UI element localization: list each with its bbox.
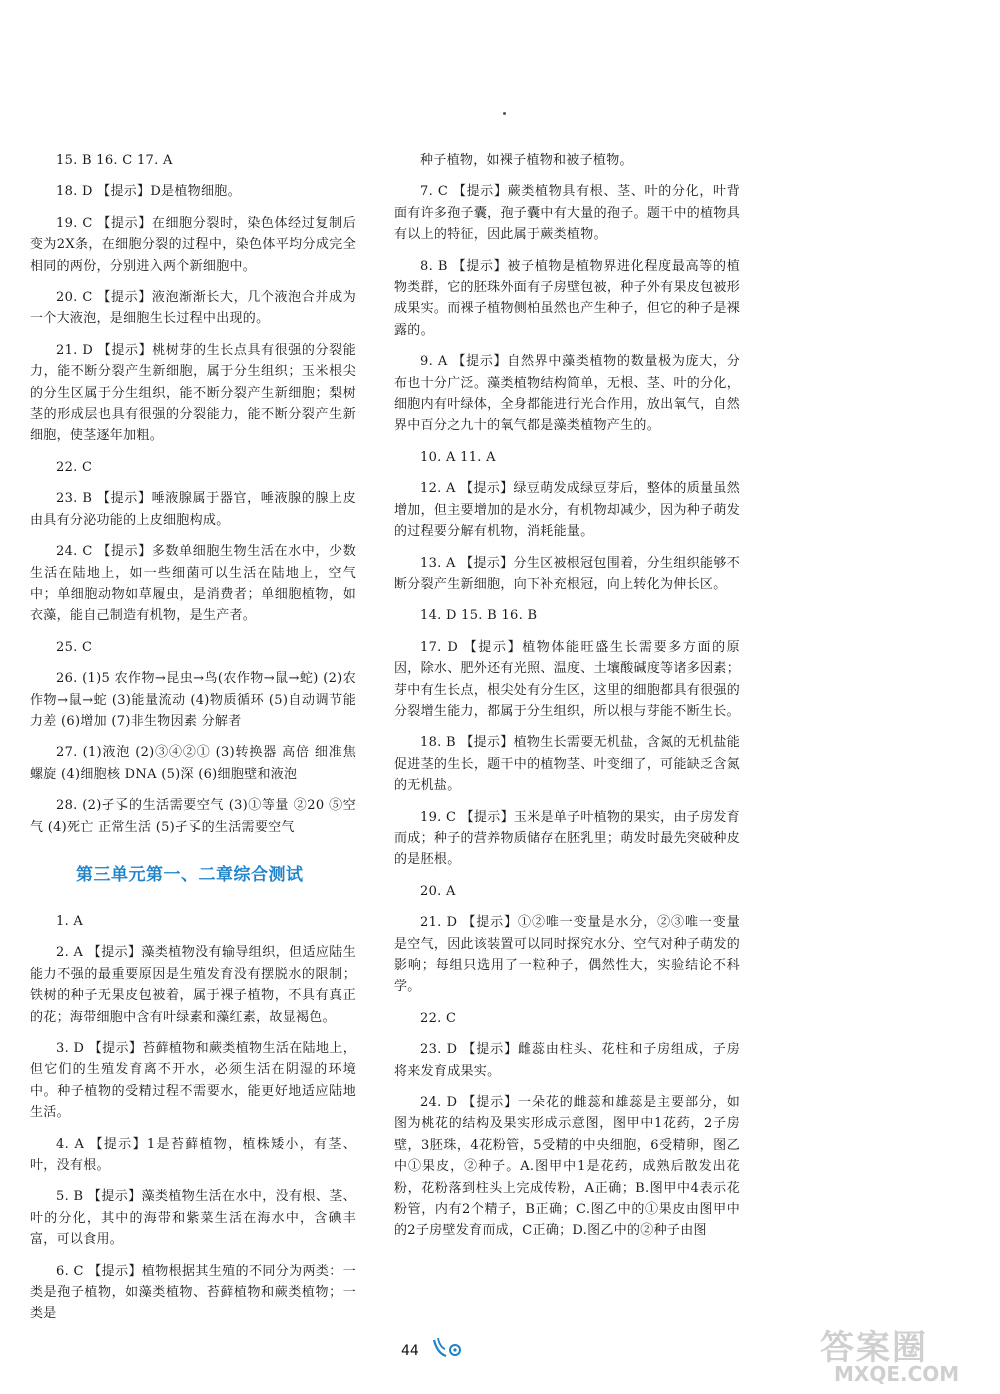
answer-item: 21. D 【提示】①②唯一变量是水分，②③唯一变量是空气，因此该装置可以同时探究水分、空气对种子萌发的影响；每组只选用了一粒种子，偶然性大，实验结论不科学。 — [394, 915, 740, 995]
answer-item: 13. A 【提示】分生区被根冠包围着，分生组织能够不断分裂产生新细胞，向下补充根冠，向上转化为伸长区。 — [394, 555, 740, 592]
section-title: 第三单元第一、二章综合测试 — [76, 864, 304, 885]
answer-item: 1. A — [56, 913, 84, 929]
answer-item: 8. B 【提示】被子植物是植物界进化程度最高等的植物类群，它的胚珠外面有子房壁包被，种子外有果皮包被形成果实。而裸子植物侧柏虽然也产生种子，但它的种子是裸露的。 — [394, 258, 740, 338]
answer-item: 19. C 【提示】玉米是单子叶植物的果实，由子房发育而成；种子的营养物质储存在胚乳里；萌发时最先突破种皮的是胚根。 — [394, 809, 740, 868]
answer-item: 4. A 【提示】1是苔藓植物，植株矮小，有茎、叶，没有根。 — [30, 1136, 356, 1174]
answer-item: 27. (1)液泡 (2)③④②① (3)转换器 高倍 细准焦螺旋 (4)细胞核 DNA (5)深 (6)细胞壁和液泡 — [30, 745, 356, 782]
answer-item: 18. B 【提示】植物生长需要无机盐，含氮的无机盐能促进茎的生长，题干中的植物茎、叶变细了，可能缺乏含氮的无机盐。 — [394, 735, 740, 794]
watermark — [820, 1320, 990, 1390]
answer-item: 2. A 【提示】藻类植物没有输导组织，但适应陆生能力不强的最重要原因是生殖发育没有摆脱水的限制；铁树的种子无果皮包被着，属于裸子植物，不具有真正的花；海带细胞中含有叶绿素和藻红素，故显褐色。 — [30, 945, 356, 1025]
answer-item: 24. D 【提示】一朵花的雌蕊和雄蕊是主要部分，如图为桃花的结构及果实形成示意图，图甲中1花药，2子房壁，3胚珠，4花粉管，5受精的中央细胞，6受精卵，图乙中①果皮，②种子。A.图甲中1是花药，成熟后散发出花粉，花粉落到柱头上完成传粉，A正确；B.图甲中4表示花粉管，内有2个精子，B正确；C.图乙中的①果皮由图甲中的2子房壁发育而成，C正确；D.图乙中的②种子由图 — [394, 1095, 740, 1239]
answer-item: 3. D 【提示】苔藓植物和蕨类植物生活在陆地上，但它们的生殖发育离不开水，必须生活在阴湿的环境中。种子植物的受精过程不需要水，能更好地适应陆地生活。 — [30, 1041, 356, 1121]
answer-item: 14. D 15. B 16. B — [420, 608, 538, 624]
right-column — [394, 150, 740, 1252]
answer-item: 5. B 【提示】藻类植物生活在水中，没有根、茎、叶的分化，其中的海带和紫菜生活在海水中，含碘丰富，可以食用。 — [30, 1189, 356, 1248]
answer-item: 21. D 【提示】桃树芽的生长点具有很强的分裂能力，能不断分裂产生新细胞，属于分生组织；玉米根尖的分生区属于分生组织，能不断分裂产生新细胞；梨树茎的形成层也具有很强的分裂能力，能不断分裂产生新细胞，使茎逐年加粗。 — [30, 342, 356, 444]
swirl-logo-icon — [430, 1334, 464, 1360]
answer-item: 23. D 【提示】雌蕊由柱头、花柱和子房组成，子房将来发育成果实。 — [394, 1042, 740, 1079]
answer-item: 20. A — [420, 883, 456, 899]
watermark-text: 答案圈 — [820, 1328, 928, 1368]
left-column — [30, 150, 452, 1335]
answer-item: 17. D 【提示】植物体能旺盛生长需要多方面的原因，除水、肥外还有光照、温度、土壤酸碱度等诸多因素；芽中有生长点，根尖处有分生区，这里的细胞都具有很强的分裂增生能力，都属于分生组织，所以根与芽能不断生长。 — [394, 639, 740, 719]
answer-item: 15. B 16. C 17. A — [56, 153, 173, 168]
watermark-url: MXQE.COM — [834, 1362, 960, 1386]
page-number: 44 — [401, 1343, 419, 1359]
answer-item: 25. C — [56, 639, 93, 655]
answer-item: 12. A 【提示】绿豆萌发成绿豆芽后，整体的质量虽然增加，但主要增加的是水分，有机物却减少，因为种子萌发的过程要分解有机物，消耗能量。 — [394, 481, 740, 540]
answer-item: 23. B 【提示】唾液腺属于器官，唾液腺的腺上皮由具有分泌功能的上皮细胞构成。 — [30, 491, 356, 528]
answer-item: 24. C 【提示】多数单细胞生物生活在水中，少数生活在陆地上，如一些细菌可以生活在陆地上，空气中；单细胞动物如草履虫，是消费者；单细胞植物，如衣藻，能自己制造有机物，是生产者。 — [30, 544, 356, 624]
answer-item: 6. C 【提示】植物根据其生殖的不同分为两类：一类是孢子植物，如藻类植物、苔藓植物和蕨类植物；一类是 — [30, 1263, 356, 1322]
answer-item: 26. (1)5 农作物→昆虫→鸟(农作物→鼠→蛇) (2)农作物→鼠→蛇 (3)能量流动 (4)物质循环 (5)自动调节能力差 (6)增加 (7)非生物因素 分解者 — [30, 671, 356, 729]
answer-item: 22. C — [420, 1010, 457, 1026]
answer-item: 18. D 【提示】D是植物细胞。 — [56, 184, 241, 200]
stray-dot — [503, 112, 506, 115]
answer-item: 28. (2)孑孓的生活需要空气 (3)①等量 ②20 ⑤空气 (4)死亡 正常生活 (5)孑孓的生活需要空气 — [30, 798, 356, 835]
answer-item: 20. C 【提示】液泡渐渐长大，几个液泡合并成为一个大液泡，是细胞生长过程中出现的。 — [30, 290, 356, 327]
answer-item: 7. C 【提示】蕨类植物具有根、茎、叶的分化，叶背面有许多孢子囊，孢子囊中有大量的孢子。题干中的植物具有以上的特征，因此属于蕨类植物。 — [394, 184, 740, 243]
answer-item: 22. C — [56, 459, 93, 475]
answer-item: 19. C 【提示】在细胞分裂时，染色体经过复制后变为2X条，在细胞分裂的过程中，染色体平均分成完全相同的两份，分别进入两个新细胞中。 — [30, 215, 356, 274]
answer-item: 10. A 11. A — [420, 449, 496, 465]
answer-item: 种子植物，如裸子植物和被子植物。 — [420, 153, 633, 168]
answer-item: 9. A 【提示】自然界中藻类植物的数量极为庞大，分布也十分广泛。藻类植物结构简单，无根、茎、叶的分化，细胞内有叶绿体，全身都能进行光合作用，放出氧气，自然界中百分之九十的氧气都是藻类植物产生的。 — [394, 354, 740, 434]
